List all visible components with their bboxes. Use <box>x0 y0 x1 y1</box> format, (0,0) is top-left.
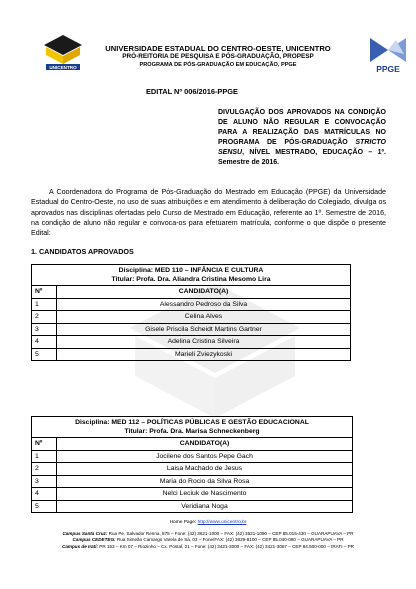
row-number: 2 <box>32 311 57 324</box>
candidate-name: Gisele Priscila Scheidt Martins Gartner <box>57 323 351 336</box>
candidate-name: Laisa Machado de Jesus <box>57 463 353 476</box>
candidate-name: Veridiana Noga <box>57 500 353 513</box>
campus-name: Campus Santa Cruz: <box>62 530 108 536</box>
table-row <box>32 336 351 349</box>
approved-table-med112 <box>31 416 353 513</box>
candidate-name: Jocilene dos Santos Pepe Gach <box>57 450 353 463</box>
table-row <box>32 348 351 361</box>
discipline-name: Disciplina: MED 112 – POLÍTICAS PÚBLICAS E GESTÃO EDUCACIONAL <box>75 419 309 426</box>
table-row <box>32 298 351 311</box>
ppge-logo <box>366 36 410 76</box>
campus-address: Rua Simeão Camargo Varela de Sá, 03 – Fone/FAX: (42) 3629-8100 – CEP 85.040-080 – GUARAPUAVA – PR <box>115 537 344 543</box>
column-header-number: Nº <box>32 438 57 451</box>
column-header-candidate: CANDIDATO(A) <box>57 286 351 299</box>
summary-text-2: , NÍVEL MESTRADO, EDUCAÇÃO – 1º. Semestre de 2016. <box>218 149 386 166</box>
ppge-logo-text: PPGE <box>376 64 400 74</box>
table-row <box>32 323 351 336</box>
table-row <box>32 475 353 488</box>
column-header-number: Nº <box>32 286 57 299</box>
row-number: 5 <box>32 500 57 513</box>
row-number: 3 <box>32 323 57 336</box>
campus-name: Campus CEDETEG: <box>72 537 116 543</box>
program-name: PROGRAMA DE PÓS-GRADUAÇÃO EM EDUCAÇÃO, PPGE <box>139 62 297 68</box>
candidate-name: Maria do Rocio da Silva Rosa <box>57 475 353 488</box>
section-title: 1. CANDIDATOS APROVADOS <box>31 247 134 256</box>
campus-address: Rua Pe. Salvador Renna, 875 – Fone: (42) 3621-1000 – FAX: (42) 3621-1090 – CEP 85.015-430 – GUARAPUAVA – PR <box>107 530 354 536</box>
row-number: 4 <box>32 336 57 349</box>
row-number: 1 <box>32 450 57 463</box>
column-header-candidate: CANDIDATO(A) <box>57 438 353 451</box>
home-page-label: Home Page: <box>169 520 198 525</box>
prorectory-name: PRÓ-REITORIA DE PESQUISA E PÓS-GRADUAÇÃO, PROPESP <box>122 53 314 60</box>
university-name: UNIVERSIDADE ESTADUAL DO CENTRO-OESTE, UNICENTRO <box>105 44 331 53</box>
summary-text-1: DIVULGAÇÃO DOS APROVADOS NA CONDIÇÃO DE ALUNO NÃO REGULAR E CONVOCAÇÃO PARA A REALIZAÇÃO DAS MATRÍCULAS NO PROGRAMA DE PÓS-GRADUAÇÃO <box>218 109 386 146</box>
home-page-line <box>0 520 416 527</box>
table-row <box>32 450 353 463</box>
edital-summary <box>218 108 386 168</box>
unicentro-logo <box>40 33 86 73</box>
campus-line <box>0 544 416 551</box>
teacher-name: Titular: Profa. Dra. Aliandra Cristina Mesomo Lira <box>111 276 271 283</box>
table-caption <box>32 265 351 286</box>
summary-italic: STRICTO SENSU <box>218 139 386 156</box>
home-page-link[interactable]: http://www.unicentro.br <box>197 520 247 525</box>
teacher-name: Titular: Profa. Dra. Marisa Schneckenberg <box>124 428 260 435</box>
row-number: 5 <box>32 348 57 361</box>
table-row <box>32 463 353 476</box>
candidate-name: Adelina Cristina Silveira <box>57 336 351 349</box>
candidate-name: Alessandro Pedroso da Silva <box>57 298 351 311</box>
edital-number: EDITAL Nº 006/2016-PPGE <box>146 87 238 96</box>
table-caption <box>32 417 353 438</box>
row-number: 4 <box>32 488 57 501</box>
table-row <box>32 488 353 501</box>
approved-table-med110 <box>31 264 351 361</box>
campus-name: Campus de Irati: <box>62 543 99 549</box>
intro-paragraph: A Coordenadora do Programa de Pós-Graduação do Mestrado em Educação (PPGE) da Universidade Estadual do Centro-Oeste, no uso de suas atribuições e em atendimento à deliberação do Colegiado, divulga os aprovados nas disciplinas ofertadas pelo Curso de Mestrado em Educação, referente ao 1º. Semestre de 2016, na condição de aluno não regular e convoca-os para efetuarem matrícula, conforme o que dispõe o presente Edital: <box>31 188 386 238</box>
campus-address: PR 153 – Km 07 – Riozinho – Cx. Postal, 21 – Fone: (42) 3421-3000 – FAX: (42) 3421-3067 – CEP 84.500-000 – IRATI – PR <box>98 543 354 549</box>
row-number: 2 <box>32 463 57 476</box>
discipline-name: Disciplina: MED 110 – INFÂNCIA E CULTURA <box>118 267 264 274</box>
row-number: 1 <box>32 298 57 311</box>
candidate-name: Celina Alves <box>57 311 351 324</box>
table-row <box>32 311 351 324</box>
unicentro-logo-text: UNICENTRO <box>49 65 77 70</box>
candidate-name: Nelci Leciuk de Nascimento <box>57 488 353 501</box>
document-header <box>0 0 416 80</box>
table-row <box>32 500 353 513</box>
candidate-name: Marieli Zviezykoski <box>57 348 351 361</box>
row-number: 3 <box>32 475 57 488</box>
campus-line <box>0 531 416 538</box>
campus-line <box>0 537 416 544</box>
document-footer <box>0 520 416 550</box>
